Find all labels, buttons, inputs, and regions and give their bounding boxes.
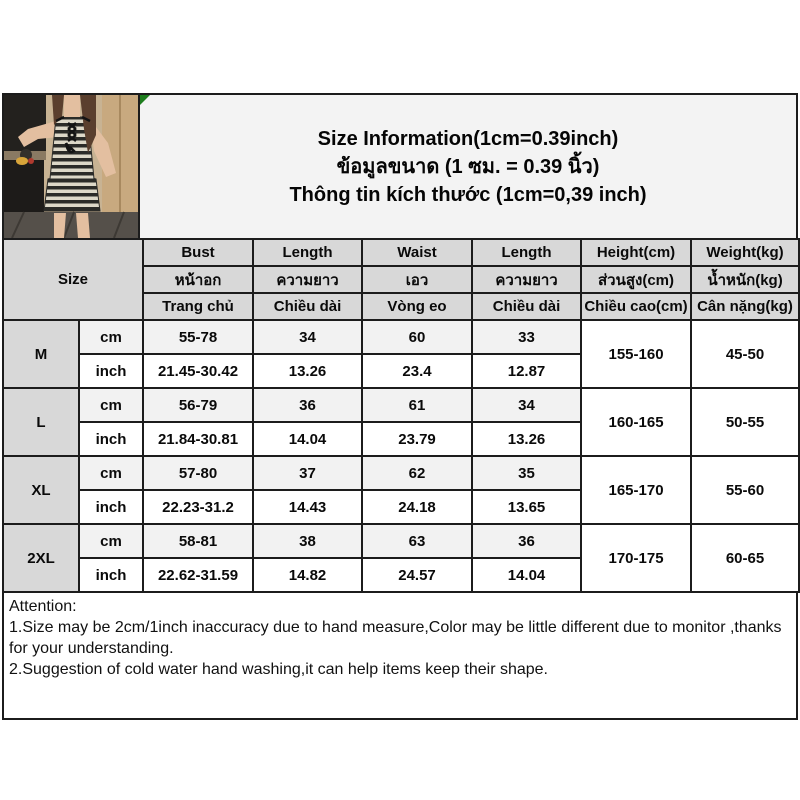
2xl-cm-waist: 63 bbox=[362, 524, 472, 558]
header-bust-vi: Trang chủ bbox=[143, 293, 253, 320]
m-inch-length2: 12.87 bbox=[472, 354, 581, 388]
header-length2-th: ความยาว bbox=[472, 266, 581, 293]
m-cm-length2: 33 bbox=[472, 320, 581, 354]
xl-inch-bust: 22.23-31.2 bbox=[143, 490, 253, 524]
header-length2-en: Length bbox=[472, 239, 581, 266]
xl-cm-bust: 57-80 bbox=[143, 456, 253, 490]
attention-notes bbox=[2, 591, 798, 720]
unit-inch: inch bbox=[79, 558, 143, 592]
xl-inch-waist: 24.18 bbox=[362, 490, 472, 524]
header-length-th: ความยาว bbox=[253, 266, 362, 293]
header-waist-vi: Vòng eo bbox=[362, 293, 472, 320]
striped-shorts bbox=[44, 176, 100, 211]
header-bust-th: หน้าอก bbox=[143, 266, 253, 293]
unit-inch: inch bbox=[79, 490, 143, 524]
header-weight-vi: Cân nặng(kg) bbox=[691, 293, 799, 320]
size-label-xl: XL bbox=[3, 456, 79, 524]
xl-weight: 55-60 bbox=[691, 456, 799, 524]
row-2xl-cm bbox=[3, 524, 799, 558]
toy-red bbox=[28, 158, 34, 164]
product-photo bbox=[2, 93, 140, 240]
header-weight-en: Weight(kg) bbox=[691, 239, 799, 266]
tile-floor bbox=[4, 212, 138, 238]
row-l-cm bbox=[3, 388, 799, 422]
unit-cm: cm bbox=[79, 524, 143, 558]
2xl-weight: 60-65 bbox=[691, 524, 799, 592]
size-table bbox=[2, 238, 800, 593]
title-line-vietnamese: Thông tin kích thước (1cm=0,39 inch) bbox=[289, 183, 647, 206]
oven-front bbox=[4, 160, 44, 212]
l-cm-waist: 61 bbox=[362, 388, 472, 422]
l-weight: 50-55 bbox=[691, 388, 799, 456]
2xl-height: 170-175 bbox=[581, 524, 691, 592]
unit-inch: inch bbox=[79, 422, 143, 456]
l-cm-length2: 34 bbox=[472, 388, 581, 422]
size-chart-panel bbox=[2, 93, 798, 720]
size-header-cell: Size bbox=[3, 239, 143, 320]
unit-inch: inch bbox=[79, 354, 143, 388]
unit-cm: cm bbox=[79, 388, 143, 422]
header-length-vi: Chiều dài bbox=[253, 293, 362, 320]
row-xl-cm bbox=[3, 456, 799, 490]
model-leg-left bbox=[54, 213, 66, 238]
xl-height: 165-170 bbox=[581, 456, 691, 524]
xl-cm-length2: 35 bbox=[472, 456, 581, 490]
2xl-inch-bust: 22.62-31.59 bbox=[143, 558, 253, 592]
2xl-inch-length: 14.82 bbox=[253, 558, 362, 592]
header-length2-vi: Chiều dài bbox=[472, 293, 581, 320]
attention-note-1: 1.Size may be 2cm/1inch inaccuracy due to hand measure,Color may be little different due to monitor ,thanks for your understanding. bbox=[9, 619, 782, 657]
m-inch-bust: 21.45-30.42 bbox=[143, 354, 253, 388]
xl-cm-length: 37 bbox=[253, 456, 362, 490]
header-height-vi: Chiều cao(cm) bbox=[581, 293, 691, 320]
l-cm-bust: 56-79 bbox=[143, 388, 253, 422]
l-inch-length2: 13.26 bbox=[472, 422, 581, 456]
title-line-thai: ข้อมูลขนาด (1 ซม. = 0.39 นิ้ว) bbox=[336, 155, 600, 178]
header-row-english bbox=[3, 239, 799, 266]
attention-note-2: 2.Suggestion of cold water hand washing,it can help items keep their shape. bbox=[9, 661, 548, 678]
product-photo-illustration bbox=[4, 95, 138, 238]
attention-heading: Attention: bbox=[9, 598, 77, 615]
m-cm-length: 34 bbox=[253, 320, 362, 354]
2xl-cm-length2: 36 bbox=[472, 524, 581, 558]
header-height-en: Height(cm) bbox=[581, 239, 691, 266]
header-waist-th: เอว bbox=[362, 266, 472, 293]
toy-yellow bbox=[16, 157, 28, 165]
m-inch-waist: 23.4 bbox=[362, 354, 472, 388]
l-inch-bust: 21.84-30.81 bbox=[143, 422, 253, 456]
2xl-cm-length: 38 bbox=[253, 524, 362, 558]
l-inch-waist: 23.79 bbox=[362, 422, 472, 456]
m-inch-length: 13.26 bbox=[253, 354, 362, 388]
2xl-inch-length2: 14.04 bbox=[472, 558, 581, 592]
m-cm-waist: 60 bbox=[362, 320, 472, 354]
m-height: 155-160 bbox=[581, 320, 691, 388]
xl-inch-length2: 13.65 bbox=[472, 490, 581, 524]
size-label-2xl: 2XL bbox=[3, 524, 79, 592]
xl-inch-length: 14.43 bbox=[253, 490, 362, 524]
model-leg-right bbox=[76, 213, 90, 238]
l-cm-length: 36 bbox=[253, 388, 362, 422]
l-height: 160-165 bbox=[581, 388, 691, 456]
size-label-l: L bbox=[3, 388, 79, 456]
header-band bbox=[2, 93, 798, 240]
title-line-english: Size Information(1cm=0.39inch) bbox=[317, 127, 619, 150]
unit-cm: cm bbox=[79, 320, 143, 354]
l-inch-length: 14.04 bbox=[253, 422, 362, 456]
unit-cm: cm bbox=[79, 456, 143, 490]
title-box bbox=[138, 93, 798, 240]
2xl-cm-bust: 58-81 bbox=[143, 524, 253, 558]
m-cm-bust: 55-78 bbox=[143, 320, 253, 354]
row-m-cm bbox=[3, 320, 799, 354]
header-bust-en: Bust bbox=[143, 239, 253, 266]
header-waist-en: Waist bbox=[362, 239, 472, 266]
header-weight-th: น้ำหนัก(kg) bbox=[691, 266, 799, 293]
green-corner-marker bbox=[140, 95, 150, 105]
size-label-m: M bbox=[3, 320, 79, 388]
model-neck bbox=[64, 95, 80, 117]
xl-cm-waist: 62 bbox=[362, 456, 472, 490]
header-length-en: Length bbox=[253, 239, 362, 266]
2xl-inch-waist: 24.57 bbox=[362, 558, 472, 592]
header-height-th: ส่วนสูง(cm) bbox=[581, 266, 691, 293]
m-weight: 45-50 bbox=[691, 320, 799, 388]
